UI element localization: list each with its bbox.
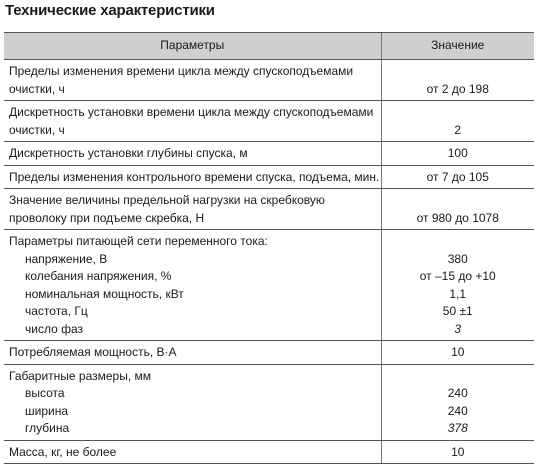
value-text: 240 (447, 386, 468, 400)
table-row (4, 364, 534, 440)
param-cell (4, 60, 381, 101)
table-row (4, 230, 534, 341)
sub-param-text: номинальная мощность, кВт (25, 286, 184, 301)
param-text: Параметры питающей сети переменного тока: (9, 234, 268, 248)
value-text: 380 (447, 251, 468, 266)
value-cell (381, 230, 534, 341)
param-text: Дискретность установки времени цикла между спускоподъемами (9, 105, 374, 119)
table-header-row (4, 33, 534, 60)
param-text: очистки, ч (9, 81, 65, 96)
sub-param-text: колебания напряжения, % (25, 269, 172, 283)
param-text: Дискретность установки глубины спуска, м (9, 146, 248, 160)
sub-param-text: глубина (25, 421, 70, 435)
value-cell (381, 341, 534, 365)
page-title: Технические характеристики (5, 2, 215, 19)
value-cell (381, 364, 534, 440)
value-text: 3 (454, 321, 462, 336)
value-cell (381, 440, 534, 464)
value-text: 240 (447, 403, 468, 418)
table-row (4, 101, 534, 142)
value-text: 2 (454, 122, 462, 137)
column-header-parameters: Параметры (4, 33, 381, 60)
sub-param-text: напряжение, В (25, 251, 108, 266)
specifications-table (4, 32, 534, 464)
sub-param-text: ширина (25, 403, 69, 418)
value-cell (381, 189, 534, 230)
param-text: Пределы изменения времени цикла между спускоподъемами (9, 64, 354, 78)
value-text: 10 (451, 444, 465, 459)
param-text: Масса, кг, не более (9, 444, 117, 459)
table-row (4, 165, 534, 189)
table-row (4, 189, 534, 230)
param-text: Пределы изменения контрольного времени спуска, подъема, мин. (9, 169, 380, 184)
value-cell (381, 60, 534, 101)
sub-param-text: частота, Гц (25, 304, 88, 318)
value-text: от –15 до +10 (419, 269, 496, 283)
param-cell (4, 165, 381, 189)
param-text: Потребляемая мощность, В·А (9, 345, 177, 359)
value-text: 1,1 (449, 286, 467, 301)
param-cell (4, 341, 381, 365)
table-row (4, 142, 534, 166)
table-row (4, 341, 534, 365)
value-text: 378 (447, 421, 468, 435)
value-text: 100 (447, 146, 468, 160)
param-text: Габаритные размеры, мм (9, 368, 152, 383)
sub-param-text: число фаз (25, 321, 84, 336)
value-cell (381, 101, 534, 142)
param-cell (4, 440, 381, 464)
value-cell (381, 142, 534, 166)
param-cell (4, 101, 381, 142)
table-row (4, 440, 534, 464)
value-cell (381, 165, 534, 189)
table-row (4, 60, 534, 101)
param-text: очистки, ч (9, 122, 65, 137)
value-text: от 980 до 1078 (416, 210, 499, 225)
sub-param-text: высота (25, 386, 65, 400)
param-text: проволоку при подъеме скребка, Н (9, 210, 205, 225)
value-text: 50 ±1 (442, 304, 473, 318)
value-text: 10 (451, 345, 465, 359)
param-cell (4, 364, 381, 440)
value-text: от 2 до 198 (426, 81, 489, 96)
column-header-value: Значение (381, 33, 534, 60)
value-text: от 7 до 105 (426, 169, 489, 184)
param-cell (4, 142, 381, 166)
param-cell (4, 189, 381, 230)
param-cell (4, 230, 381, 341)
param-text: Значение величины предельной нагрузки на скребковую (9, 193, 325, 207)
